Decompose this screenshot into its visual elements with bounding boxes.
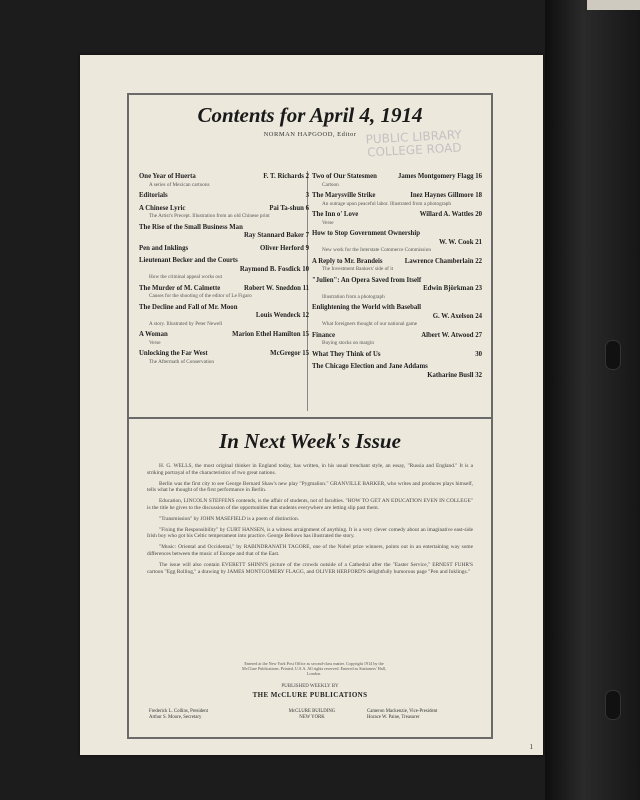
entry-title: The Inn o' Love	[312, 211, 359, 218]
contents-entry	[139, 173, 309, 188]
entry-author-page	[260, 245, 309, 254]
entry-page: 3	[305, 192, 309, 199]
entry-page: 16	[475, 173, 482, 180]
entry-title: How to Stop Government Ownership	[312, 230, 420, 237]
contents-entry	[312, 277, 482, 301]
address-line: NEW YORK	[299, 715, 325, 720]
entry-title: One Year of Huerta	[139, 173, 196, 180]
entry-page: 7	[305, 232, 309, 239]
entry-title: The Marysville Strike	[312, 192, 376, 199]
entry-author: Raymond B. Fosdick	[239, 265, 303, 273]
contents-left-column	[139, 173, 309, 369]
contents-entry	[139, 205, 309, 220]
contents-entry	[312, 332, 482, 347]
entry-author: Katharine Busll	[427, 371, 476, 379]
entry-title: A Woman	[139, 331, 168, 338]
contents-entry	[312, 173, 482, 188]
entry-headline	[139, 192, 309, 201]
entry-page: 15	[302, 350, 309, 357]
entry-author: Inez Haynes Gillmore	[410, 192, 476, 199]
entry-author: F. T. Richards	[263, 173, 306, 180]
officer-line: Frederick L. Collins, President	[149, 709, 209, 714]
contents-entry	[312, 363, 482, 380]
entry-author: Albert W. Atwood	[421, 331, 476, 339]
entry-title: Finance	[312, 331, 336, 339]
entry-author-page	[475, 351, 482, 360]
contents-entry	[312, 304, 482, 328]
next-week-paragraph: H. G. WELLS, the most original thinker in England today, has written, in his usual trenchant style, an essay, "Russia and England." It is a striking portrayal of the characteristics of two great nations.	[147, 463, 473, 476]
next-week-paragraph: Education, LINCOLN STEFFENS contends, is the affair of students, not of faculties. "HOW TO GET AN EDUCATION EVEN IN COLLEGE" is the title he gives to the discussion of the opportunities that students everywhere are letting slip past them.	[147, 498, 473, 511]
entry-author: Louis Wendeck	[255, 312, 303, 319]
officers-left	[149, 709, 208, 721]
contents-entry	[139, 224, 309, 241]
entry-title: Two of Our Statesmen	[312, 173, 377, 180]
entry-page: 20	[475, 211, 482, 218]
entry-author-page	[421, 332, 482, 341]
contents-entry	[139, 331, 309, 346]
contents-entry	[312, 351, 482, 360]
next-week-paragraph: Berlin was the first city to see George Bernard Shaw's new play "Pygmalion." GRANVILLE BARKER, who writes and produces plays himself, tells what he thought of the first performance in Berlin.	[147, 480, 473, 494]
entry-author-page	[405, 258, 482, 267]
entry-headline	[139, 205, 309, 214]
contents-entry	[312, 230, 482, 254]
entry-page: 18	[475, 192, 482, 199]
entry-author-page	[232, 331, 309, 340]
entry-author-page	[270, 350, 309, 359]
entry-note: Illustration from a photograph	[322, 293, 385, 300]
entry-author-page	[256, 312, 309, 321]
entry-note: The Artist's Precept. Illustration from an old Chinese print	[149, 213, 270, 219]
entry-author-page	[269, 205, 309, 214]
entry-note: How the criminal appeal works out	[149, 274, 223, 280]
contents-box	[127, 93, 493, 419]
next-week-paragraph: "Fixing the Responsibility" by CURT HANSEN, is a witness arraignment of anything. It is a very clever comedy about an imaginative east-side Irish boy who got his Celtic temperament into practice. George Bellows has illustrated the story.	[147, 526, 473, 540]
entry-note: The Aftermath of Conservation	[149, 358, 214, 365]
entry-author: W. W. Cook	[438, 238, 476, 246]
library-stamp: PUBLIC LIBRARY COLLEGE ROAD	[365, 127, 462, 160]
officers-right	[367, 709, 437, 721]
background-tab	[587, 0, 640, 10]
entry-note: An outrage upon peaceful labor. Illustrated from a photograph	[322, 200, 451, 207]
entry-byline	[139, 232, 309, 241]
entry-author: Lawrence Chamberlain	[404, 257, 476, 265]
entry-author: Robert W. Sneddon	[244, 284, 303, 292]
entry-headline	[139, 285, 309, 294]
copyright-notice: Entered at the New York Post Office as second-class matter. Copyright 1914 by the McClure Publications. Printed, U.S.A. All rights reserved. Entered as Stationers' Hall, London.	[242, 661, 386, 676]
officer-line: Cameron Mackenzie, Vice-President	[367, 709, 438, 714]
binder-notch	[605, 340, 621, 370]
contents-title: Contents for April 4, 1914	[197, 103, 423, 127]
entry-author-page	[410, 192, 482, 201]
editor-line: NORMAN HAPGOOD, Editor	[263, 131, 357, 138]
entry-note: A series of Mexican cartoons	[149, 181, 210, 188]
entry-page: 21	[475, 238, 482, 246]
entry-title: A Chinese Lyric	[139, 204, 186, 212]
contents-entry	[139, 192, 309, 201]
entry-note: Cartoon	[322, 181, 339, 188]
entry-note: Buying stocks on margin	[322, 340, 374, 346]
entry-page: 30	[475, 350, 482, 358]
next-week-body	[147, 463, 473, 579]
entry-note: Verse	[322, 219, 334, 226]
entry-title: Pen and Inklings	[139, 244, 189, 252]
next-week-paragraph: "Transmission" by JOHN MASEFIELD is a poem of distinction.	[159, 515, 300, 522]
entry-author: Ray Stannard Baker	[243, 232, 306, 239]
entry-page: 2	[305, 173, 309, 180]
entry-page: 11	[302, 284, 309, 292]
entry-note: Causes for the shooting of the editor of Le Figaro	[149, 293, 252, 299]
officer-line: Arthur S. Moore, Secretary	[149, 715, 202, 720]
entry-headline	[312, 277, 482, 286]
entry-title: The Rise of the Small Business Man	[139, 223, 243, 231]
entry-headline	[139, 257, 309, 266]
next-week-box	[127, 417, 493, 739]
entry-headline	[312, 304, 482, 313]
next-week-title: In Next Week's Issue	[219, 429, 401, 453]
entry-page: 24	[475, 312, 482, 320]
entry-author: Oliver Herford	[260, 244, 306, 252]
entry-byline	[312, 285, 482, 294]
entry-headline	[312, 173, 482, 182]
entry-title: "Julien": An Opera Saved from Itself	[312, 276, 422, 284]
entry-author-page	[244, 232, 309, 241]
entry-title: Unlocking the Far West	[139, 350, 208, 357]
entry-author: Edwin Björkman	[423, 285, 476, 292]
entry-title: The Decline and Fall of Mr. Moon	[139, 303, 238, 311]
entry-page: 22	[475, 257, 482, 265]
entry-note: The Investment Bankers' side of it	[322, 266, 394, 272]
entry-page: 6	[305, 204, 309, 212]
entry-headline	[312, 363, 482, 372]
officer-line: Horace W. Paine, Treasurer	[367, 715, 420, 720]
entry-page: 12	[302, 312, 309, 319]
entry-headline	[312, 230, 482, 239]
next-week-paragraph: The issue will also contain EVERETT SHINN'S picture of the crowds outside of a Cathedral after the "Easter Service," ERNEST FUHR'S cartoon "Egg Rolling," a drawing by JAMES MONTGOMERY FLAGG, and OLIVER HERFORD'S delightfully humorous page "Pen and Inklings."	[147, 561, 473, 575]
entry-page: 23	[475, 285, 482, 292]
background-edge	[545, 0, 640, 800]
entry-title: Lieutenant Becker and the Courts	[139, 257, 238, 264]
entry-headline	[312, 211, 482, 220]
entry-author-page	[398, 173, 482, 182]
contents-right-column	[312, 173, 482, 384]
publisher-name: THE McCLURE PUBLICATIONS	[252, 691, 368, 699]
entry-author-page	[439, 239, 482, 248]
entry-author: Willard A. Wattles	[419, 211, 476, 218]
entry-byline	[312, 313, 482, 322]
entry-headline	[139, 224, 309, 233]
magazine-page	[80, 55, 543, 755]
entry-title: A Reply to Mr. Brandeis	[312, 257, 383, 265]
entry-headline	[139, 331, 309, 340]
entry-headline	[139, 304, 309, 313]
entry-headline	[312, 258, 482, 267]
contents-entry	[139, 350, 309, 365]
entry-headline	[312, 192, 482, 201]
entry-page: 32	[475, 371, 482, 379]
publisher-address	[277, 709, 347, 721]
entry-headline	[312, 351, 482, 360]
entry-note: A story. Illustrated by Peter Newell	[149, 320, 223, 327]
entry-author-page	[263, 173, 309, 182]
published-label: PUBLISHED WEEKLY BY	[281, 684, 339, 689]
entry-author-page	[240, 266, 309, 275]
entry-title: The Murder of M. Calmette	[139, 284, 221, 292]
entry-author: McGregor	[270, 350, 303, 357]
entry-author: Marion Ethel Hamilton	[232, 331, 303, 338]
entry-author-page	[427, 372, 482, 381]
entry-title: What They Think of Us	[312, 350, 381, 358]
entry-title: Enlightening the World with Baseball	[312, 304, 422, 311]
entry-byline	[139, 312, 309, 321]
entry-note: Verse	[149, 339, 161, 346]
entry-author-page	[306, 192, 309, 201]
entry-author: Pai Ta-shun	[269, 204, 306, 212]
entry-author-page	[433, 313, 482, 322]
entry-page: 9	[305, 244, 309, 252]
entry-title: The Chicago Election and Jane Addams	[312, 363, 428, 370]
contents-entry	[312, 258, 482, 273]
entry-author: G. W. Axelson	[432, 312, 476, 320]
entry-headline	[139, 245, 309, 254]
entry-headline	[139, 350, 309, 359]
entry-author: James Montgomery Flagg	[398, 173, 476, 180]
entry-author-page	[244, 285, 309, 294]
entry-headline	[139, 173, 309, 182]
contents-entry	[139, 257, 309, 281]
entry-page: 27	[475, 331, 482, 339]
entry-title: Editorials	[139, 192, 168, 199]
entry-author-page	[420, 211, 482, 220]
page-number: 1	[529, 743, 533, 751]
entry-headline	[312, 332, 482, 341]
entry-note: New work for the Interstate Commerce Commission	[322, 247, 431, 253]
contents-entry	[139, 245, 309, 254]
entry-page: 15	[302, 331, 309, 338]
contents-entry	[312, 192, 482, 207]
binder-notch	[605, 690, 621, 720]
entry-page: 10	[302, 265, 309, 273]
entry-byline	[139, 266, 309, 275]
next-week-paragraph: "Music: Oriental and Occidental," by RABINDRANATH TAGORE, one of the Nobel prize winners, points out in an entertaining way some differences between the music of Europe and that of the East.	[147, 544, 473, 557]
entry-byline	[312, 239, 482, 248]
entry-note: What foreigners thought of our national game	[322, 321, 418, 327]
contents-entry	[139, 285, 309, 300]
entry-author-page	[423, 285, 482, 294]
address-line: McCLURE BUILDING	[288, 709, 336, 714]
contents-entry	[312, 211, 482, 226]
contents-entry	[139, 304, 309, 328]
entry-byline	[312, 372, 482, 381]
